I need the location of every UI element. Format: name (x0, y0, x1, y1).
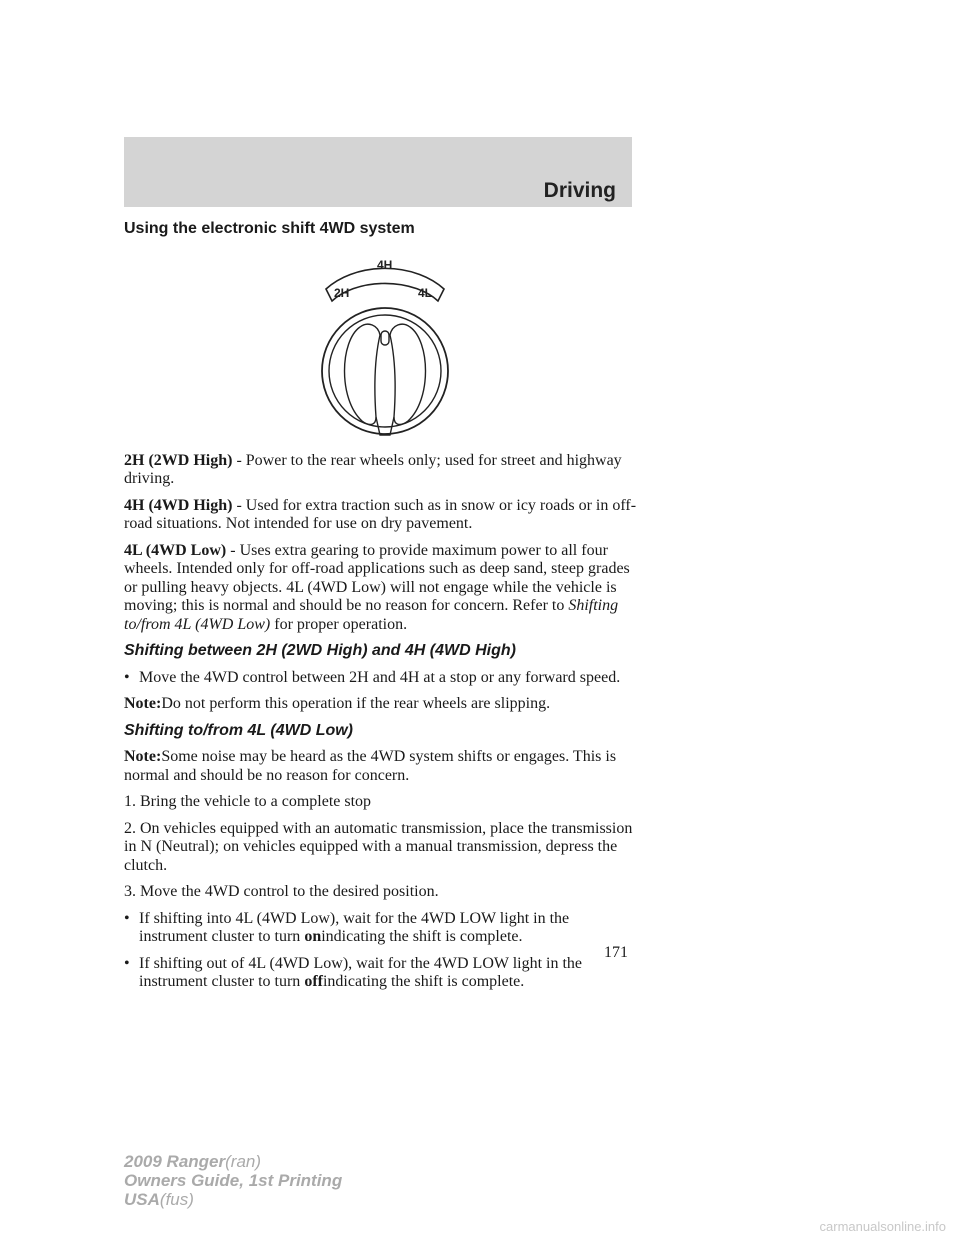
step-2: 2. On vehicles equipped with an automatic transmission, place the transmission in N (Neutral); on vehicles equipped with a manual transmission, depress the clutch. (124, 819, 633, 874)
bullet-text-pre: If shifting out of 4L (4WD Low), wait for the 4WD LOW light in the instrument cluster to turn (139, 954, 583, 990)
dial-label-4h: 4H (377, 257, 393, 272)
bullet-emphasis: on (304, 928, 322, 945)
note-text: Do not perform this operation if the rear wheels are slipping. (161, 695, 551, 712)
mode-4l-cross-reference: Shifting to/from 4L (4WD Low) (124, 597, 619, 633)
page-number: 171 (604, 944, 628, 961)
footer-model: 2009 Ranger (124, 1152, 226, 1171)
step-1: 1. Bring the vehicle to a complete stop (124, 793, 372, 810)
dial-outer-ring (322, 308, 448, 434)
dial-inner-ring (329, 315, 441, 427)
mode-4l-text-tail: for proper operation. (270, 615, 408, 633)
dial-label-2h: 2H (334, 285, 350, 300)
page-content (124, 220, 639, 1000)
note-paragraph (124, 748, 639, 785)
note-label: Note: (124, 748, 162, 765)
mode-4l-paragraph (124, 542, 639, 635)
section-heading: Using the electronic shift 4WD system (124, 220, 415, 237)
mode-4h-text: - Used for extra traction such as in snow or icy roads or in off-road situations. Not intended for use on dry pavement. (124, 496, 637, 532)
note-label: Note: (124, 695, 162, 712)
bullet-item (124, 910, 639, 947)
bullet-icon: • (124, 909, 130, 927)
mode-2h-paragraph (124, 452, 639, 489)
footer-market: USA (124, 1190, 160, 1209)
bullet-item (124, 669, 639, 688)
bullet-icon: • (124, 954, 130, 972)
bullet-text-post: indicating the shift is complete. (321, 928, 523, 945)
4wd-control-dial-illustration (320, 249, 450, 444)
bullet-text: Move the 4WD control between 2H and 4H at a stop or any forward speed. (139, 668, 621, 686)
footer-line-3 (124, 1190, 342, 1209)
subheading-4l: Shifting to/from 4L (4WD Low) (124, 721, 354, 739)
bullet-emphasis: off (304, 973, 323, 990)
footer-market-code: (fus) (159, 1190, 194, 1209)
note-paragraph (124, 695, 639, 714)
dial-position-indicator (381, 331, 389, 345)
footer-line-1 (124, 1152, 342, 1171)
note-text: Some noise may be heard as the 4WD system shifts or engages. This is normal and should be no reason for concern. (124, 748, 617, 784)
mode-4h-term: 4H (4WD High) (124, 496, 233, 514)
mode-2h-term: 2H (2WD High) (124, 451, 233, 469)
site-watermark: carmanualsonline.info (819, 1219, 946, 1234)
mode-2h-text: - Power to the rear wheels only; used for street and highway driving. (124, 451, 622, 487)
dial-knob-left-grip (345, 324, 381, 424)
step-3: 3. Move the 4WD control to the desired position. (124, 883, 439, 900)
subheading-2h-4h: Shifting between 2H (2WD High) and 4H (4WD High) (124, 642, 516, 659)
mode-4l-term: 4L (4WD Low) (124, 541, 227, 559)
dial-knob-right-grip (390, 324, 426, 424)
footer-line-2: Owners Guide, 1st Printing (124, 1171, 343, 1190)
bullet-item (124, 955, 639, 992)
mode-4l-text: - Uses extra gearing to provide maximum power to all four wheels. Intended only for off-road applications such as deep sand, steep grades or pulling heavy objects. 4L (4WD Low) will not engage while the vehicle is moving; this is normal and should be no reason for concern. Refer to (124, 541, 630, 614)
dial-knob-center-stem (376, 417, 394, 435)
dial-label-4l: 4L (418, 285, 433, 300)
header-band (124, 137, 632, 207)
document-footer (124, 1152, 342, 1209)
bullet-text-pre: If shifting into 4L (4WD Low), wait for the 4WD LOW light in the instrument cluster to turn (139, 909, 570, 945)
mode-4h-paragraph (124, 497, 639, 534)
bullet-text-post: indicating the shift is complete. (322, 973, 525, 990)
page-section-title: Driving (543, 179, 616, 202)
bullet-icon: • (124, 668, 130, 686)
footer-model-code: (ran) (225, 1152, 262, 1171)
